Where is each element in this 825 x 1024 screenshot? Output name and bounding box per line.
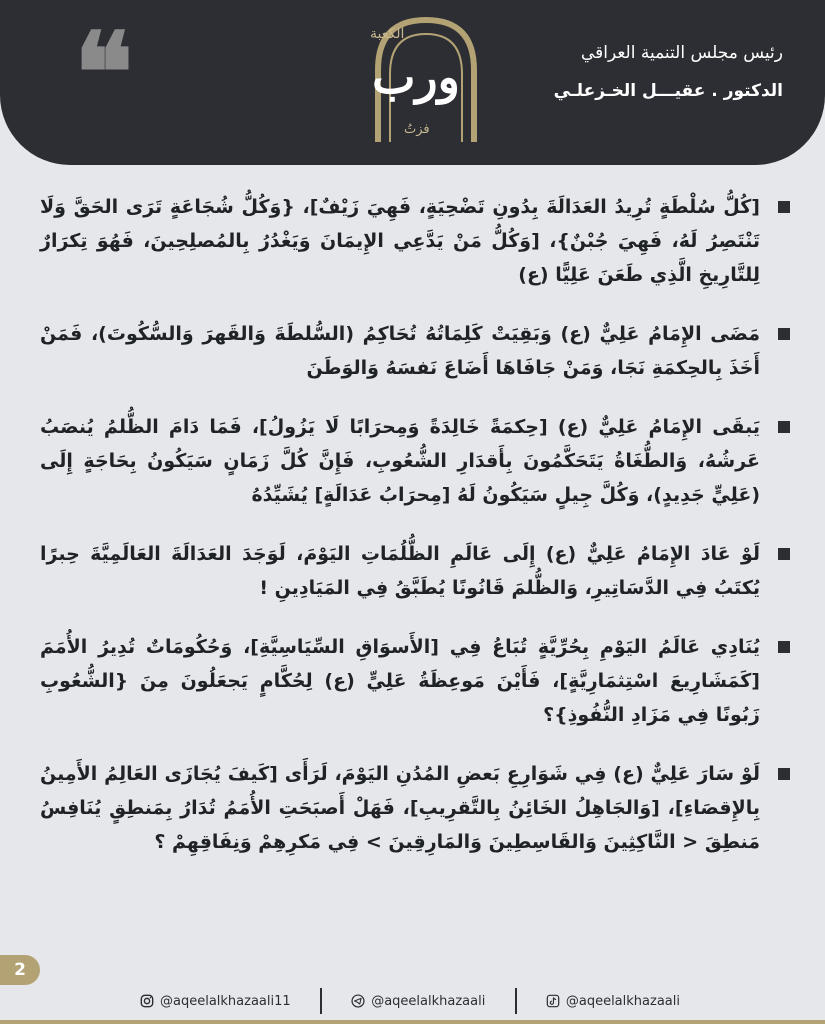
page-number: 2: [0, 955, 40, 985]
logo-title: ورب: [372, 50, 460, 104]
logo-subtitle-2: فزتُ: [404, 122, 430, 137]
tiktok-icon: [546, 994, 560, 1008]
header-banner: [0, 0, 825, 165]
paragraph: [40, 410, 790, 512]
paragraph: [40, 757, 790, 859]
footer-accent-line: [0, 1020, 825, 1024]
quote-mark-icon: ❝: [74, 8, 134, 137]
telegram-handle: @aqeelalkhazaali: [371, 993, 486, 1009]
logo-subtitle: الكعبة: [370, 26, 405, 42]
instagram-icon: [140, 994, 154, 1008]
telegram-link[interactable]: [351, 994, 485, 1009]
paragraph-text: لَوْ عَادَ الإِمَامُ عَلِيٌّ (ع) إِلَى عَالَمِ الظُّلُمَاتِ اليَوْمَ، لَوَجَدَ العَدَالَةَ العَالَمِيَّةَ حِبرًا يُكتَبُ فِي الدَّسَاتِيرِ، وَالظُّلمَ قَانُونًا يُطَبَّقُ فِي المَيَادِينِ !: [40, 543, 760, 599]
divider: [320, 988, 322, 1014]
instagram-link[interactable]: [140, 994, 291, 1009]
bullet-icon: [778, 548, 790, 560]
paragraph: [40, 630, 790, 732]
bullet-icon: [778, 328, 790, 340]
paragraph: [40, 190, 790, 292]
social-links: [140, 986, 680, 1016]
bullet-icon: [778, 641, 790, 653]
author-info: [523, 40, 783, 104]
bullet-icon: [778, 421, 790, 433]
paragraph-text: يَبقَى الإِمَامُ عَلِيٌّ (ع) [حِكمَةً خَالِدَةً وَمِحرَابًا لَا يَزُولُ]، فَمَا دَامَ الظُّلمُ يُنصَبُ عَرشُهُ، وَالطُّغَاةُ يَتَحَكَّمُونَ بِأَقدَارِ الشُّعُوبِ، فَإِنَّ كُلَّ زَمَانٍ سَيَكُونُ بِحَاجَةٍ إِلَى (عَلِيٍّ جَدِيدٍ)، وَكُلَّ جِيلٍ سَيَكُونُ لَهُ [مِحرَابُ عَدَالَةٍ] يُشَيِّدُهُ: [40, 416, 760, 506]
article-body: [40, 190, 790, 884]
divider: [515, 988, 517, 1014]
bullet-icon: [778, 201, 790, 213]
paragraph: [40, 317, 790, 385]
instagram-handle: @aqeelalkhazaali11: [160, 993, 291, 1009]
paragraph: [40, 537, 790, 605]
author-name: الدكتور . عقيـــل الخـزعلـي: [553, 81, 783, 101]
tiktok-handle: @aqeelalkhazaali: [565, 993, 680, 1009]
paragraph-text: لَوْ سَارَ عَلِيٌّ (ع) فِي شَوَارِعِ بَعضِ المُدُنِ اليَوْمَ، لَرَأَى [كَيفَ يُجَازَى العَالِمُ الأَمِينُ بِالإِقصَاءِ]، [وَالجَاهِلُ الخَائِنُ بِالتَّقرِيبِ]، فَهَلْ أَصبَحَتِ الأُمَمُ تُدَارُ بِمَنطِقٍ يُنَافِسُ مَنطِقَ < النَّاكِثِينَ وَالقَاسِطِينَ وَالمَارِقِينَ > فِي مَكرِهِمْ وَنِفَاقِهِمْ ؟: [40, 763, 760, 853]
tiktok-link[interactable]: [546, 994, 680, 1009]
logo: [356, 12, 486, 152]
telegram-icon: [351, 994, 365, 1008]
author-title: رئيس مجلس التنمية العراقي: [580, 43, 783, 63]
paragraph-text: مَضَى الإِمَامُ عَلِيٌّ (ع) وَبَقِيَتْ كَلِمَاتُهُ تُحَاكِمُ (السُّلطَةَ وَالقَهرَ وَالسُّكُوتَ)، فَمَنْ أَخَذَ بِالحِكمَةِ نَجَا، وَمَنْ جَافَاهَا أَضَاعَ نَفسَهُ وَالوَطَنَ: [40, 323, 760, 379]
paragraph-text: [كُلُّ سُلْطَةٍ تُرِيدُ العَدَالَةَ بِدُونِ تَضْحِيَةٍ، فَهِيَ زَيْفٌ]، {وَكُلُّ شُجَاعَةٍ تَرَى الحَقَّ وَلَا تَنْتَصِرُ لَهُ، فَهِيَ جُبْنٌ}، [وَكُلُّ مَنْ يَدَّعِي الإِيمَانَ وَيَغْدُرُ بِالمُصلِحِينَ، فَهُوَ تِكرَارٌ لِلتَّارِيخِ الَّذِي طَعَنَ عَلِيًّا (ع): [40, 196, 760, 286]
bullet-icon: [778, 768, 790, 780]
paragraph-text: يُنَادِي عَالَمُ اليَوْمِ بِحُرِّيَّةٍ تُبَاعُ فِي [الأَسوَاقِ السِّيَاسِيَّةِ]، وَحُكُومَاتٌ تُدِيرُ الأُمَمَ [كَمَشَارِيعَ اسْتِثمَارِيَّةٍ]، فَأَيْنَ مَوعِظَةُ عَلِيٍّ (ع) لِحُكَّامٍ يَجعَلُونَ مِنَ {الشُّعُوبِ زَبُونًا فِي مَزَادِ النُّفُوذِ}؟: [40, 636, 760, 726]
